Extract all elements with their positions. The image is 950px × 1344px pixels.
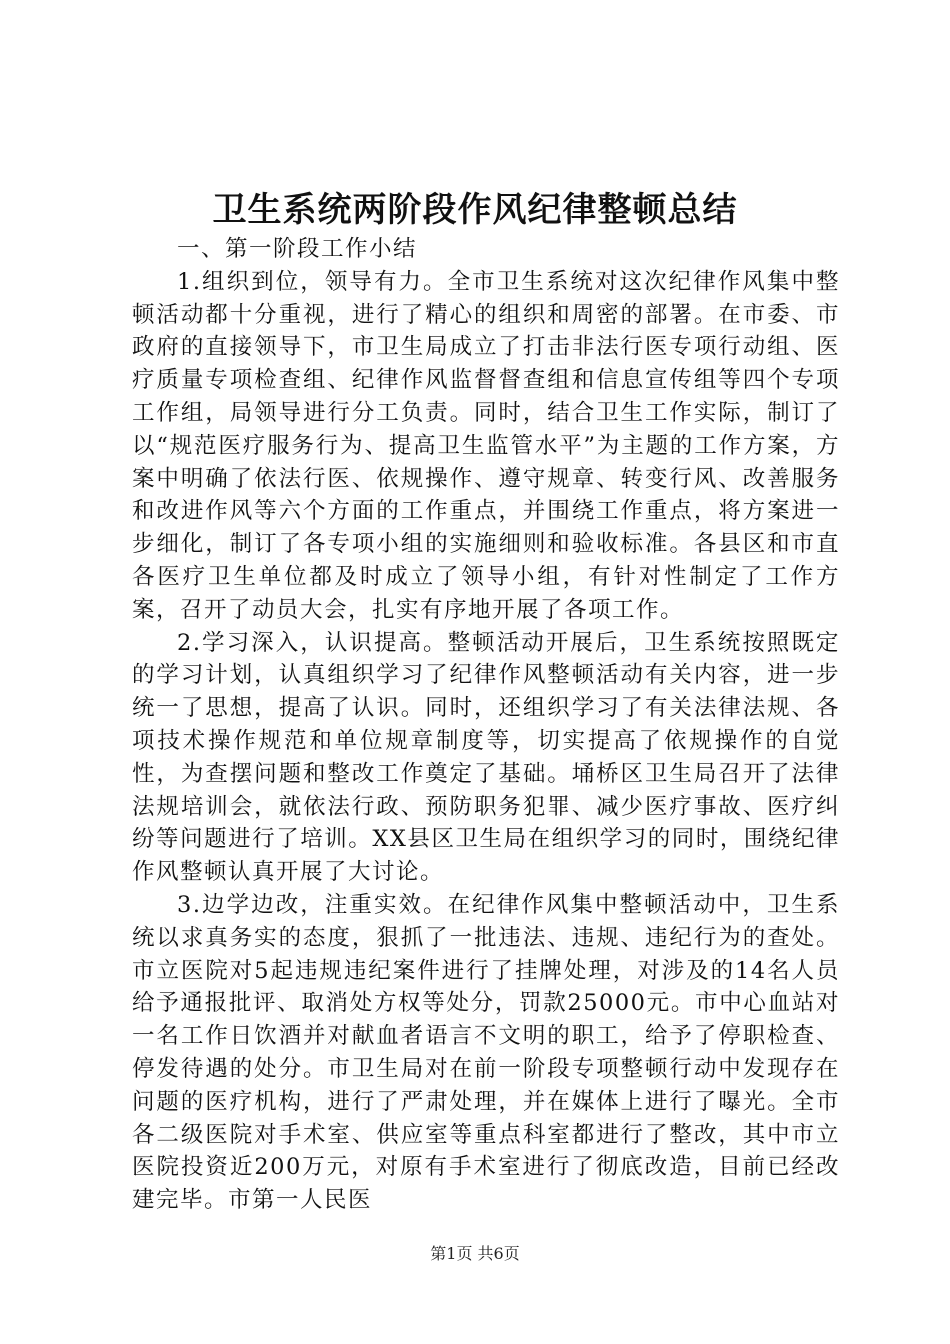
paragraph: 3.边学边改，注重实效。在纪律作风集中整顿活动中，卫生系统以求真务实的态度，狠抓了一批违法、违规、违纪行为的查处。市立医院对5起违规违纪案件进行了挂牌处理，对涉及的14名人员给予通报批评、取消处方权等处分，罚款25000元。市中心血站对一名工作日饮酒并对献血者语言不文明的职工，给予了停职检查、停发待遇的处分。市卫生局对在前一阶段专项整顿行动中发现存在问题的医疗机构，进行了严肃处理，并在媒体上进行了曝光。全市各二级医院对手术室、供应室等重点科室都进行了整改，其中市立医院投资近200万元，对原有手术室进行了彻底改造，目前已经改建完毕。市第一人民医 <box>132 891 840 1214</box>
page-footer: 第1页 共6页 <box>430 1244 520 1263</box>
paragraph: 2.学习深入，认识提高。整顿活动开展后，卫生系统按照既定的学习计划，认真组织学习了纪律作风整顿活动有关内容，进一步统一了思想，提高了认识。同时，还组织学习了有关法律法规、各项技术操作规范和单位规章制度等，切实提高了依规操作的自觉性，为查摆问题和整改工作奠定了基础。埇桥区卫生局召开了法律法规培训会，就依法行政、预防职务犯罪、减少医疗事故、医疗纠纷等问题进行了培训。XX县区卫生局在组织学习的同时，围绕纪律作风整顿认真开展了大讨论。 <box>132 629 840 886</box>
document-body <box>132 233 840 1217</box>
paragraph: 1.组织到位，领导有力。全市卫生系统对这次纪律作风集中整顿活动都十分重视，进行了精心的组织和周密的部署。在市委、市政府的直接领导下，市卫生局成立了打击非法行医专项行动组、医疗质量专项检查组、纪律作风监督督查组和信息宣传组等四个专项工作组，局领导进行分工负责。同时，结合卫生工作实际，制订了以“规范医疗服务行为、提高卫生监管水平”为主题的工作方案，方案中明确了依法行医、依规操作、遵守规章、转变行风、改善服务和改进作风等六个方面的工作重点，并围绕工作重点，将方案进一步细化，制订了各专项小组的实施细则和验收标准。各县区和市直各医疗卫生单位都及时成立了领导小组，有针对性制定了工作方案，召开了动员大会，扎实有序地开展了各项工作。 <box>132 268 840 623</box>
document-title: 卫生系统两阶段作风纪律整顿总结 <box>212 190 738 230</box>
section-heading: 一、第一阶段工作小结 <box>177 236 418 262</box>
